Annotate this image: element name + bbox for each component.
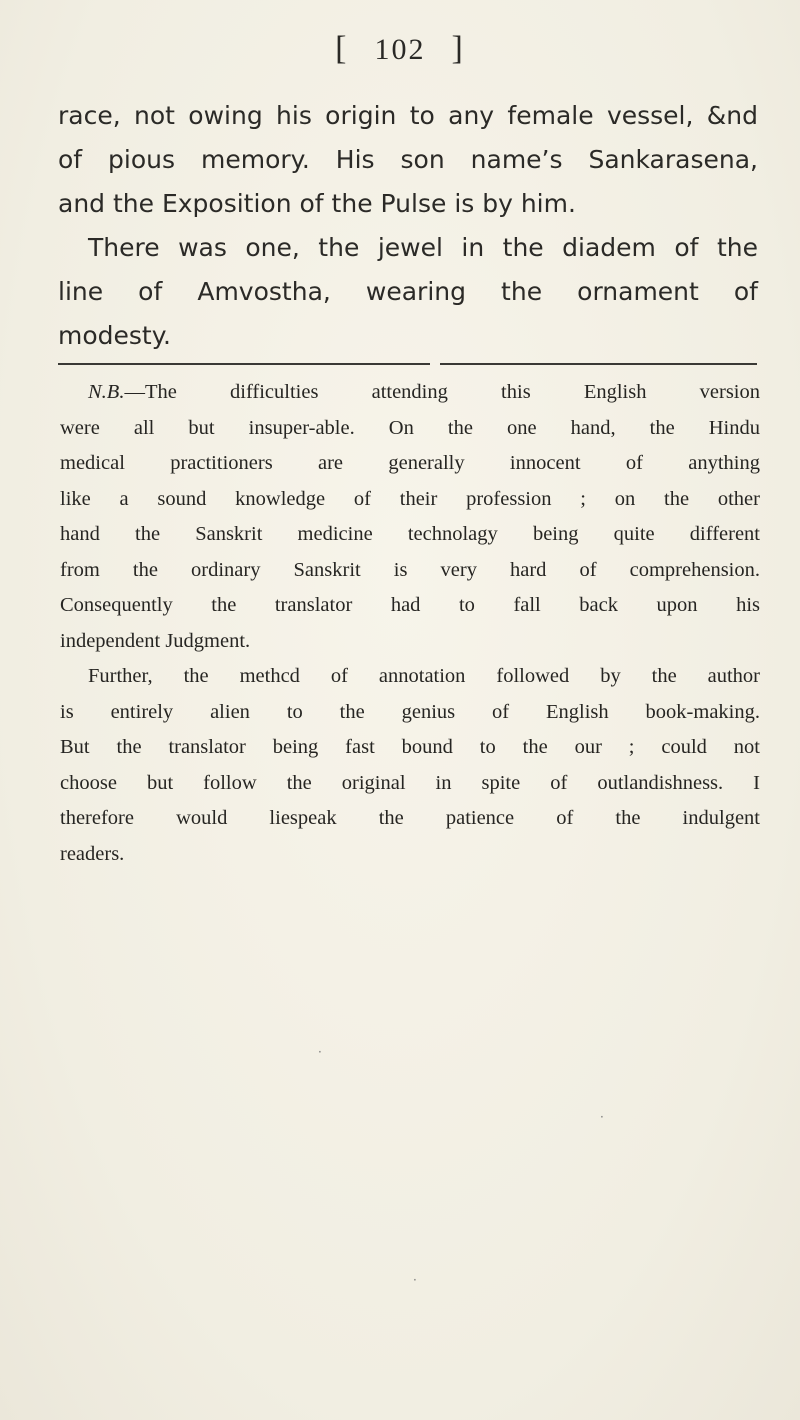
text-line: choose but follow the original in spite of outlandishness. I xyxy=(60,771,760,794)
note-paragraph-2 xyxy=(60,659,760,872)
text-line: of pious memory. His son name’s Sankarasena, xyxy=(58,145,758,174)
main-paragraph-1 xyxy=(58,94,758,226)
text-line: readers. xyxy=(60,842,125,865)
text-line: therefore would liespeak the patience of the indulgent xyxy=(60,807,760,829)
text-line: There was one, the jewel in the diadem of the xyxy=(88,233,758,262)
note-first-line-text: The difficulties attending this English version xyxy=(144,381,760,403)
section-divider-right xyxy=(440,363,757,365)
page-number-open-bracket: [ xyxy=(335,30,349,67)
paper-speck: · xyxy=(318,1045,322,1059)
text-line: Further, the methcd of annotation followed by the author xyxy=(88,665,760,687)
page-number-close-bracket: ] xyxy=(451,30,465,67)
text-line: line of Amvostha, wearing the ornament of xyxy=(58,277,758,306)
text-line: from the ordinary Sanskrit is very hard of comprehension. xyxy=(60,558,760,581)
text-line: medical practitioners are generally innocent of anything xyxy=(60,452,760,474)
text-line: is entirely alien to the genius of English book-making. xyxy=(60,700,760,723)
text-line xyxy=(60,375,760,411)
text-line: and the Exposition of the Pulse is by him. xyxy=(58,189,576,218)
text-line: like a sound knowledge of their profession ; on the other xyxy=(60,487,760,510)
text-line: Consequently the translator had to fall back upon his xyxy=(60,594,760,616)
text-line: race, not owing his origin to any female vessel, &nd xyxy=(58,101,758,130)
text-line: But the translator being fast bound to the our ; could not xyxy=(60,736,760,758)
main-paragraph-2 xyxy=(58,226,758,358)
page-number-value: 102 xyxy=(374,33,426,66)
text-line: hand the Sanskrit medicine technolagy being quite different xyxy=(60,523,760,545)
paper-speck: · xyxy=(600,1110,604,1124)
text-line: independent Judgment. xyxy=(60,629,251,652)
text-line: modesty. xyxy=(58,321,171,350)
nb-dash: — xyxy=(124,381,145,403)
page-number xyxy=(0,30,800,68)
translator-note xyxy=(60,375,760,872)
section-divider-left xyxy=(58,363,430,365)
main-text xyxy=(58,94,758,358)
paper-speck: · xyxy=(413,1273,417,1287)
text-line: were all but insuper-able. On the one hand, the Hindu xyxy=(60,416,760,439)
note-paragraph-1 xyxy=(60,375,760,659)
nb-marker: N.B. xyxy=(88,381,125,403)
